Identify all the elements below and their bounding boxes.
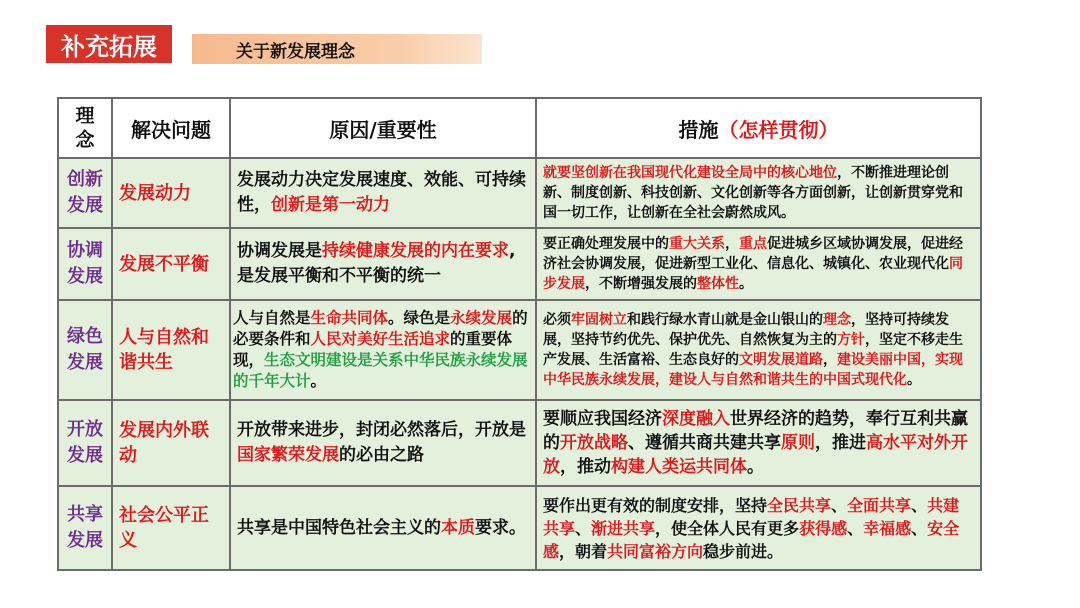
header-reason: 原因/重要性 [230,98,536,158]
reason-cell: 协调发展是持续健康发展的内在要求,是发展平衡和不平衡的统一 [230,228,536,300]
concept-cell: 共享 发展 [58,486,112,570]
reason-cell: 人与自然是生命共同体。绿色是永续发展的必要条件和人民对美好生活追求的重要体现，生态文明建设是关系中华民族永续发展的千年大计。 [230,300,536,400]
table-row [58,228,981,300]
header-measure: 措施（怎样贯彻） [536,98,981,158]
problem-cell: 社会公平正义 [112,486,230,570]
reason-cell: 开放带来进步，封闭必然落后，开放是国家繁荣发展的必由之路 [230,400,536,486]
table-row [58,486,981,570]
table-header-row [58,98,981,158]
concept-cell: 创新 发展 [58,158,112,228]
measure-cell: 必须牢固树立和践行绿水青山就是金山银山的理念，坚持可持续发展，坚持节约优先、保护优先、自然恢复为主的方针，坚定不移走生产发展、生活富裕、生态良好的文明发展道路，建设美丽中国，实现中华民族永续发展，建设人与自然和谐共生的中国式现代化。 [536,300,981,400]
table-row [58,400,981,486]
problem-cell: 发展不平衡 [112,228,230,300]
table-row [58,158,981,228]
section-badge: 补充拓展 [46,25,172,63]
concept-cell: 绿色 发展 [58,300,112,400]
concept-cell: 开放 发展 [58,400,112,486]
reason-cell: 共享是中国特色社会主义的本质要求。 [230,486,536,570]
reason-cell: 发展动力决定发展速度、效能、可持续性，创新是第一动力 [230,158,536,228]
problem-cell: 发展内外联动 [112,400,230,486]
measure-cell: 要作出更有效的制度安排，坚持全民共享、全面共享、共建共享、渐进共享，使全体人民有更多获得感、幸福感、安全感，朝着共同富裕方向稳步前进。 [536,486,981,570]
measure-cell: 要顺应我国经济深度融入世界经济的趋势，奉行互利共赢的开放战略、遵循共商共建共享原则，推进高水平对外开放，推动构建人类运共同体。 [536,400,981,486]
section-subtitle: 关于新发展理念 [192,34,482,64]
measure-cell: 要正确处理发展中的重大关系，重点促进城乡区域协调发展，促进经济社会协调发展，促进新型工业化、信息化、城镇化、农业现代化同步发展，不断增强发展的整体性。 [536,228,981,300]
table-row [58,300,981,400]
concept-cell: 协调 发展 [58,228,112,300]
development-concepts-table [57,97,982,571]
header-concept: 理 念 [58,98,112,158]
problem-cell: 人与自然和谐共生 [112,300,230,400]
measure-cell: 就要坚创新在我国现代化建设全局中的核心地位，不断推进理论创新、制度创新、科技创新、文化创新等各方面创新，让创新贯穿党和国一切工作，让创新在全社会蔚然成风。 [536,158,981,228]
header-problem: 解决问题 [112,98,230,158]
problem-cell: 发展动力 [112,158,230,228]
